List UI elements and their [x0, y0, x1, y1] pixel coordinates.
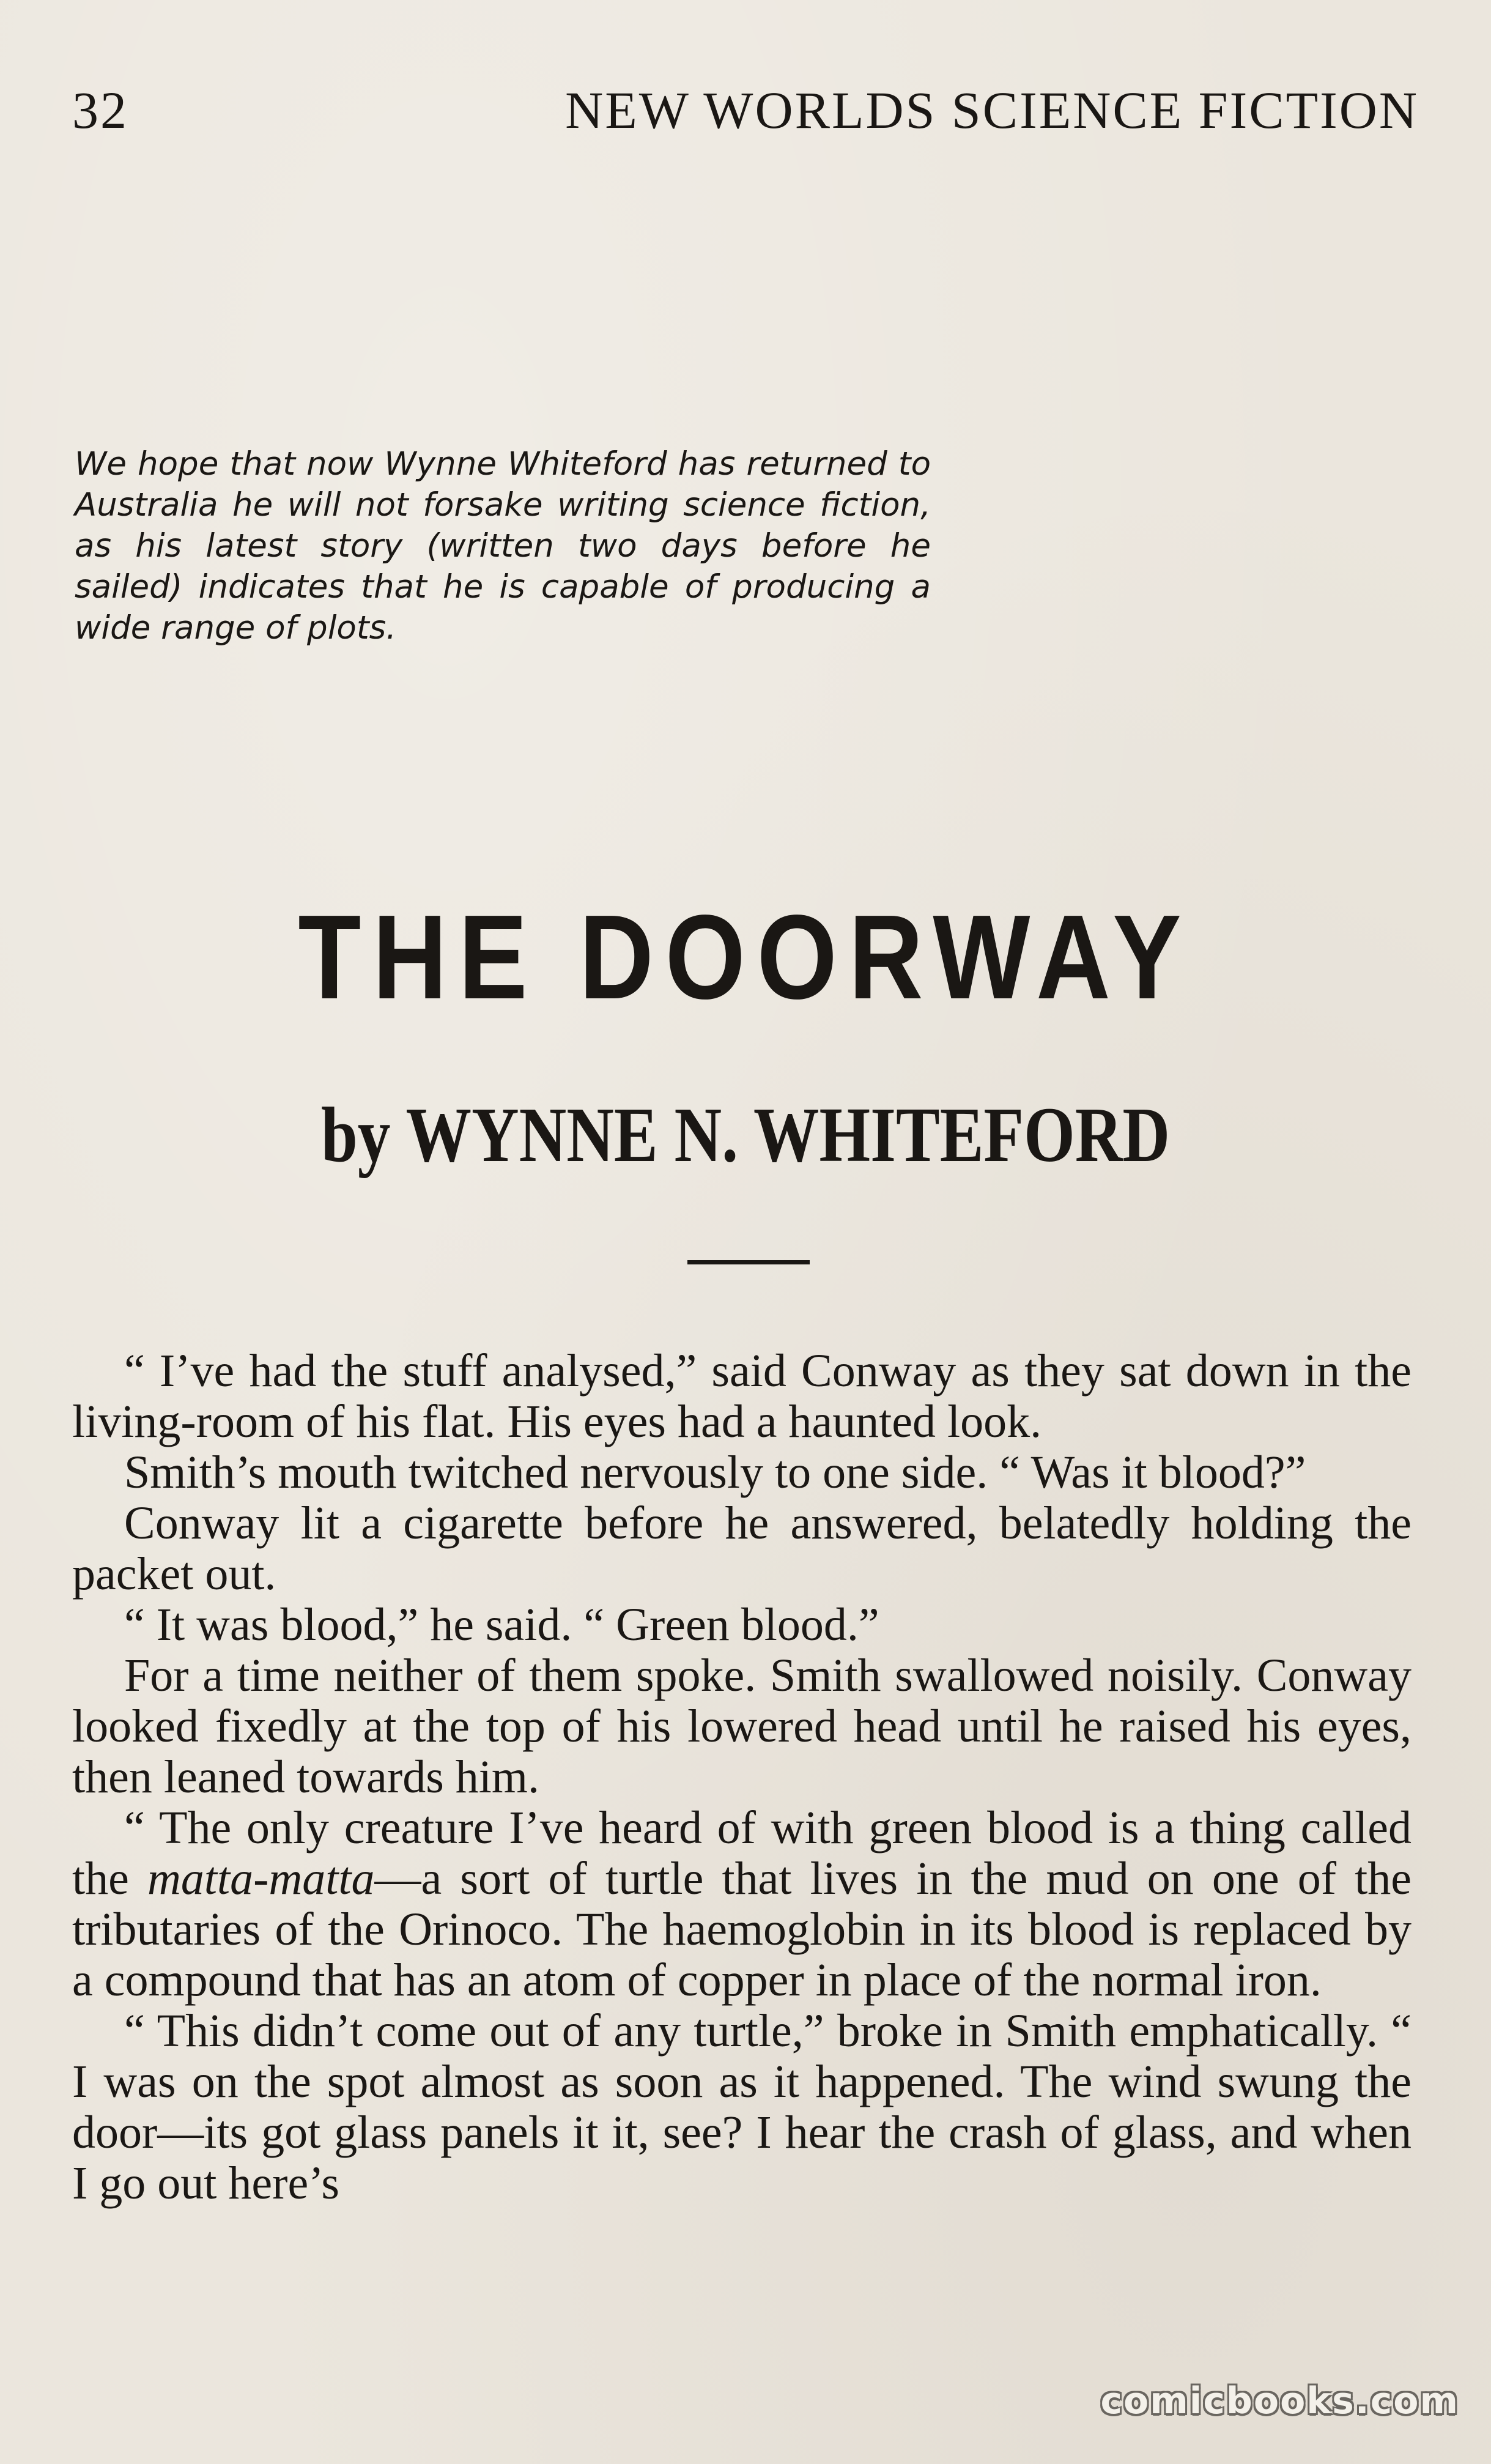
paragraph-4: “ It was blood,” he said. “ Green blood.” — [124, 1599, 879, 1650]
paragraph-5: For a time neither of them spoke. Smith swallowed noisily. Conway looked fixedly at the top of his lowered head until he raised his eyes, then leaned towards him. — [72, 1650, 1411, 1803]
magazine-title: NEW WORLDS SCIENCE FICTION — [565, 81, 1419, 139]
title-rule — [687, 1260, 810, 1264]
paragraph-7: “ This didn’t come out of any turtle,” broke in Smith emphatically. “ I was on the spot almost as soon as it happened. The wind swung the door—its got glass panels it it, see? I hear the crash of glass, and when I go out here’s — [72, 2005, 1411, 2209]
paragraph-1: “ I’ve had the stuff analysed,” said Conway as they sat down in the living-room of his flat. His eyes had a haunted look. — [72, 1345, 1411, 1447]
paragraph-6-text-start: “ The only creature I’ve heard of with green blood is a thing called the — [72, 1802, 1411, 1904]
site-watermark: comicbooks.com — [1100, 2380, 1459, 2422]
paragraph-2: Smith’s mouth twitched nervously to one side. “ Was it blood?” — [124, 1447, 1306, 1498]
italic-term: matta-matta — [147, 1853, 375, 1904]
story-title: THE DOORWAY — [298, 890, 1193, 1024]
story-body — [72, 1346, 1411, 2209]
running-head — [72, 76, 1419, 144]
page-number: 32 — [72, 81, 128, 139]
story-byline: by WYNNE N. WHITEFORD — [320, 1091, 1171, 1178]
paragraph-3: Conway lit a cigarette before he answered, belatedly holding the packet out. — [72, 1497, 1411, 1600]
paragraph-6-text-end: —a sort of turtle that lives in the mud on one of the tributaries of the Orinoco. The haemoglobin in its blood is replaced by a compound that has an atom of copper in place of the normal iron. — [72, 1853, 1411, 2006]
editorial-blurb: We hope that now Wynne Whiteford has returned to Australia he will not forsake writing science fiction, as his latest story (written two days before he sailed) indicates that he is capable of producing a wide range of plots. — [75, 445, 931, 647]
paragraph-6 — [72, 1803, 1411, 2006]
